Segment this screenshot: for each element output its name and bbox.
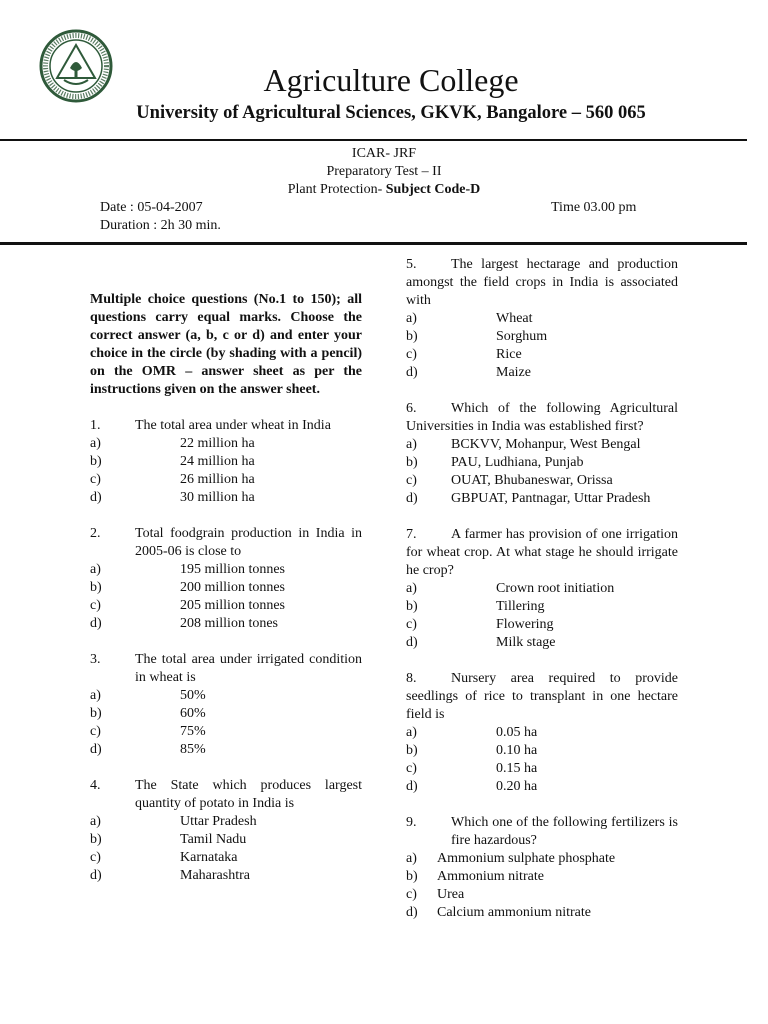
exam-time: Time 03.00 pm — [551, 200, 637, 215]
option-a: a) 195 million tonnes — [90, 562, 285, 577]
option-d: d) Maharashtra — [90, 868, 250, 883]
option-d: d) 0.20 ha — [406, 779, 538, 794]
question-1 — [90, 417, 362, 507]
option-a: a) Uttar Pradesh — [90, 814, 257, 829]
question-number: 5. — [406, 257, 417, 272]
question-text: The largest hectarage and production amongst the field crops in India is associated with — [406, 257, 678, 308]
question-text: The State which produces largest quantity of potato in India is — [135, 778, 362, 811]
option-c: c) 205 million tonnes — [90, 598, 285, 613]
question-text: The total area under irrigated condition in wheat is — [135, 652, 362, 685]
question-number: 4. — [90, 778, 101, 793]
option-a: a) Wheat — [406, 311, 533, 326]
option-c: c) Rice — [406, 347, 522, 362]
option-d: d) Maize — [406, 365, 531, 380]
option-c: c) Urea — [406, 887, 465, 902]
option-c: c) Karnataka — [90, 850, 238, 865]
option-c: c) Flowering — [406, 617, 554, 632]
question-number: 6. — [406, 401, 417, 416]
option-c: c) 0.15 ha — [406, 761, 538, 776]
header-divider-top — [0, 139, 747, 141]
exam-date: Date : 05-04-2007 — [100, 200, 203, 215]
option-b: b) Tamil Nadu — [90, 832, 247, 847]
page-title: Agriculture College — [263, 62, 519, 98]
question-text: The total area under wheat in India — [135, 418, 331, 433]
test-name: Preparatory Test – II — [326, 164, 442, 179]
question-5 — [406, 256, 678, 382]
option-d: d) 30 million ha — [90, 490, 255, 505]
option-d: d) 85% — [90, 742, 206, 757]
option-b: b) 200 million tonnes — [90, 580, 285, 595]
option-a: a) Ammonium sulphate phosphate — [406, 851, 616, 866]
option-b: b) 24 million ha — [90, 454, 255, 469]
option-a: a) 50% — [90, 688, 206, 703]
option-a: a) BCKVV, Mohanpur, West Bengal — [406, 437, 641, 452]
question-2 — [90, 525, 362, 633]
option-d: d) Calcium ammonium nitrate — [406, 905, 591, 920]
question-number: 8. — [406, 671, 417, 686]
option-c: c) 26 million ha — [90, 472, 255, 487]
question-number: 9. — [406, 815, 417, 830]
subject-prefix: Plant Protection- — [287, 182, 386, 197]
question-number: 1. — [90, 418, 101, 433]
instructions-text: Multiple choice questions (No.1 to 150); all questions carry equal marks. Choose the correct answer (a, b, c or d) and enter your choice in the circle (by shading with a pencil) on the OMR – answer sheet as per the instructions given on the answer sheet. — [90, 292, 362, 397]
question-number: 2. — [90, 526, 101, 541]
question-number: 7. — [406, 527, 417, 542]
option-c: c) 75% — [90, 724, 206, 739]
left-column — [90, 291, 362, 903]
option-b: b) 0.10 ha — [406, 743, 538, 758]
question-text: Which of the following Agricultural Universities in India was established first? — [406, 401, 678, 434]
option-d: d) Milk stage — [406, 635, 556, 650]
question-text: Which one of the following fertilizers is fire hazardous? — [451, 815, 678, 848]
option-d: d) GBPUAT, Pantnagar, Uttar Pradesh — [406, 491, 651, 506]
option-b: b) 60% — [90, 706, 206, 721]
option-d: d) 208 million tones — [90, 616, 278, 631]
question-9 — [406, 814, 678, 922]
option-a: a) Crown root initiation — [406, 581, 615, 596]
option-b: b) Ammonium nitrate — [406, 869, 544, 884]
option-a: a) 22 million ha — [90, 436, 255, 451]
question-text: Nursery area required to provide seedlings of rice to transplant in one hectare field is — [406, 671, 678, 722]
question-3 — [90, 651, 362, 759]
exam-name: ICAR- JRF — [351, 146, 417, 161]
exam-duration: Duration : 2h 30 min. — [100, 218, 221, 233]
option-b: b) PAU, Ludhiana, Punjab — [406, 455, 584, 470]
question-7 — [406, 526, 678, 652]
option-b: b) Sorghum — [406, 329, 548, 344]
subject-code: Subject Code-D — [385, 182, 481, 197]
option-b: b) Tillering — [406, 599, 545, 614]
question-8 — [406, 670, 678, 796]
option-c: c) OUAT, Bhubaneswar, Orissa — [406, 473, 613, 488]
question-text: A farmer has provision of one irrigation for wheat crop. At what stage he should irrigate he crop? — [406, 527, 678, 578]
question-4 — [90, 777, 362, 885]
subject-line — [0, 181, 768, 199]
question-6 — [406, 400, 678, 508]
question-text: Total foodgrain production in India in 2005-06 is close to — [135, 526, 362, 559]
university-subtitle: University of Agricultural Sciences, GKVK, Bangalore – 560 065 — [136, 103, 646, 123]
option-a: a) 0.05 ha — [406, 725, 538, 740]
question-number: 3. — [90, 652, 101, 667]
right-column — [406, 256, 678, 940]
header-divider-bottom — [0, 242, 747, 245]
